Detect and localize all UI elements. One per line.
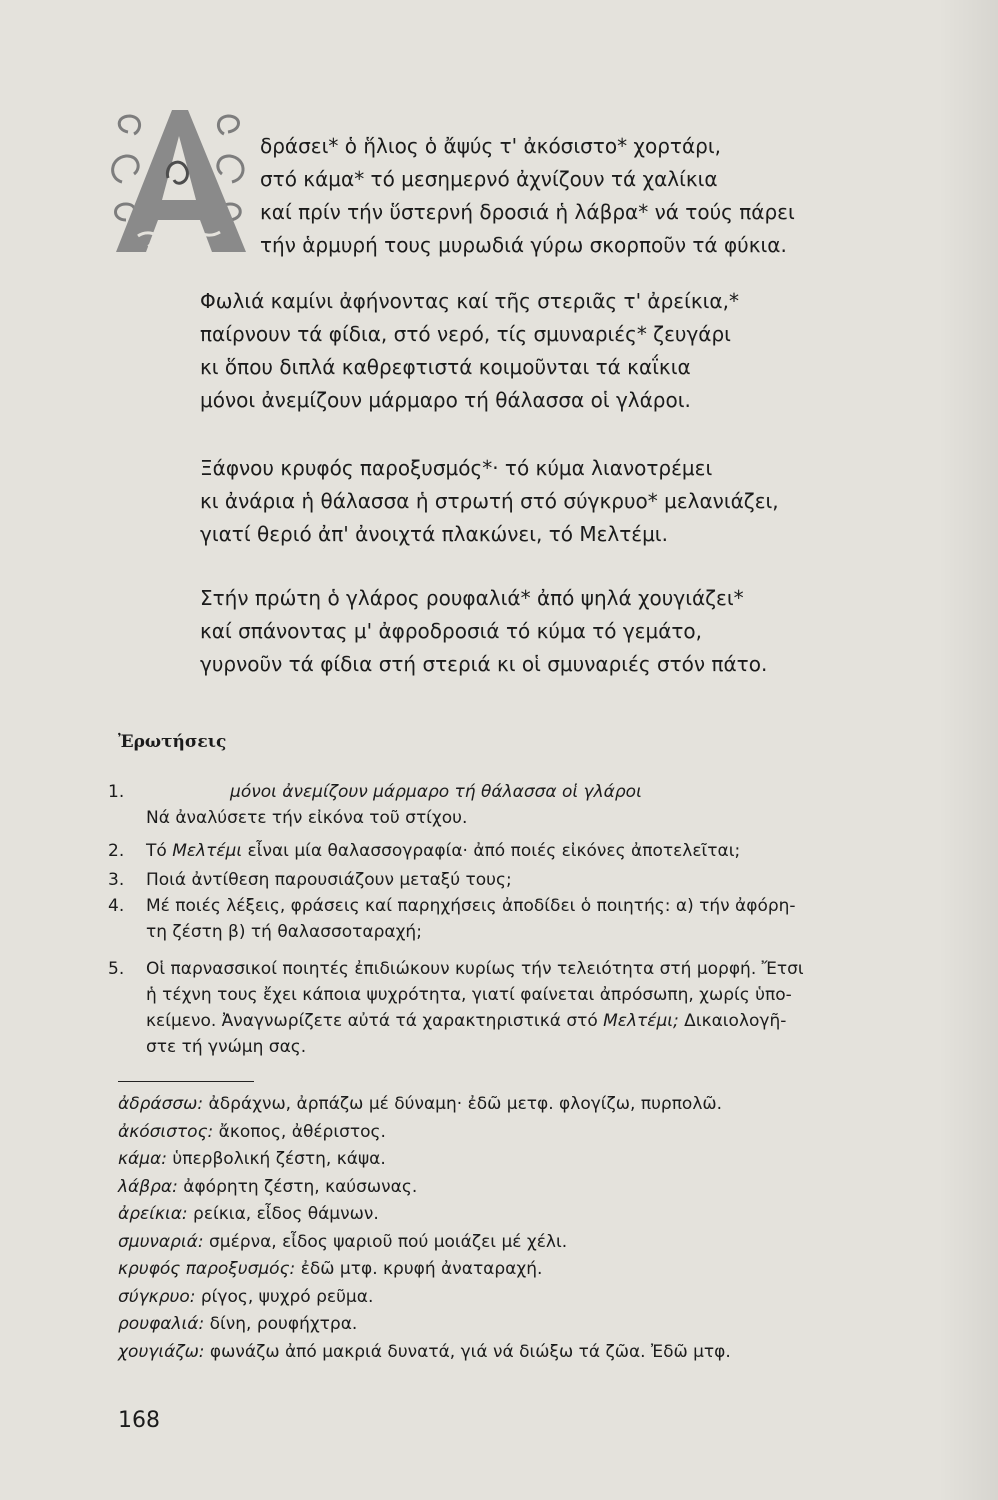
question-text: ἡ τέχνη τους ἔχει κάποια ψυχρότητα, γιατί φαίνεται ἀπρόσωπη, χωρίς ὑπο-: [146, 985, 792, 1005]
question-text: [146, 838, 958, 864]
poem-stanza-2: [200, 285, 739, 417]
poem-line: καί πρίν τήν ὕστερνή δροσιά ἡ λάβρα* νά τούς πάρει: [260, 200, 795, 224]
question-number: 2.: [108, 841, 125, 861]
question-text: Νά ἀναλύσετε τήν εἰκόνα τοῦ στίχου.: [146, 808, 468, 828]
question-4: [108, 893, 958, 945]
glossary-entry: [118, 1256, 731, 1284]
poem-line: παίρνουν τά φίδια, στό νερό, τίς σμυναριές* ζευγάρι: [200, 322, 731, 346]
glossary-term: λάβρα:: [118, 1176, 178, 1197]
glossary-term: σμυναριά:: [118, 1231, 204, 1252]
glossary-entry: [118, 1091, 731, 1119]
question-text: Οἱ παρνασσικοί ποιητές ἐπιδιώκουν κυρίως τήν τελειότητα στή μορφή. Ἔτσι: [146, 959, 804, 979]
glossary-definition: δίνη, ρουφήχτρα.: [204, 1314, 358, 1334]
poem-line: γιατί θεριό ἀπ' ἀνοιχτά πλακώνει, τό Μελτέμι.: [200, 522, 668, 546]
questions-heading: Ἐρωτήσεις: [118, 732, 227, 752]
glossary-term: ἀδράσσω:: [118, 1094, 204, 1114]
poem-title: Μελτέμι: [172, 841, 243, 861]
poem-line: μόνοι ἀνεμίζουν μάρμαρο τή θάλασσα οἱ γλάροι.: [200, 388, 691, 412]
glossary-entry: [118, 1146, 731, 1174]
glossary-definition: ἀφόρητη ζέστη, καύσωνας.: [177, 1176, 418, 1197]
glossary-entry: [118, 1311, 731, 1339]
question-number: 5.: [108, 959, 125, 979]
ornamental-drop-cap-alpha-icon: [108, 108, 250, 256]
poem-line: κι ὅπου διπλά καθρεφτιστά κοιμοῦνται τά καΐκια: [200, 355, 691, 379]
question-text-part: Δικαιολογῆ-: [678, 1011, 787, 1031]
glossary-term: ρουφαλιά:: [118, 1314, 205, 1334]
glossary-entry: [118, 1339, 731, 1367]
glossary-definition: φωνάζω ἀπό μακριά δυνατά, γιά νά διώξω τά ζῶα. Ἐδῶ μτφ.: [204, 1341, 731, 1362]
glossary-term: ἀρείκια:: [118, 1204, 188, 1224]
poem-line: τήν ἁρμυρή τους μυρωδιά γύρω σκορποῦν τά φύκια.: [260, 233, 787, 257]
poem-stanza-1: [260, 130, 795, 262]
glossary-definition: σμέρνα, εἶδος ψαριοῦ πού μοιάζει μέ χέλι.: [203, 1231, 568, 1252]
poem-line: κι ἀνάρια ἡ θάλασσα ἡ στρωτή στό σύγκρυο* μελανιάζει,: [200, 489, 779, 513]
glossary-entry: [118, 1229, 731, 1257]
poem-stanza-3: [200, 452, 779, 551]
footnote-divider: [118, 1081, 254, 1082]
glossary-definition: ἐδῶ μτφ. κρυφή ἀναταραχή.: [295, 1259, 543, 1279]
glossary-entry: [118, 1119, 731, 1147]
poem-line: Φωλιά καμίνι ἀφήνοντας καί τῆς στεριᾶς τ' ἀρείκια,*: [200, 289, 739, 313]
glossary-entry: [118, 1284, 731, 1312]
question-text: Μέ ποιές λέξεις, φράσεις καί παρηχήσεις ἀποδίδει ὁ ποιητής: α) τήν ἀφόρη-: [146, 896, 796, 916]
question-number: 4.: [108, 896, 125, 916]
glossary-term: σύγκρυο:: [118, 1286, 196, 1307]
question-text-part: Τό: [146, 841, 173, 861]
poem-line: στό κάμα* τό μεσημερνό ἀχνίζουν τά χαλίκια: [260, 167, 718, 191]
question-3: [108, 867, 958, 893]
glossary: [118, 1091, 731, 1366]
page-gutter-shadow: [938, 0, 998, 1500]
question-text-part: εἶναι μία θαλασσογραφία· ἀπό ποιές εἰκόνες ἀποτελεῖται;: [242, 841, 741, 861]
glossary-definition: ἀδράχνω, ἀρπάζω μέ δύναμη· ἐδῶ μετφ. φλογίζω, πυρπολῶ.: [203, 1094, 723, 1114]
question-text: Ποιά ἀντίθεση παρουσιάζουν μεταξύ τους;: [146, 870, 512, 890]
page-number: 168: [118, 1408, 160, 1433]
poem-line: Ξάφνου κρυφός παροξυσμός*· τό κύμα λιανοτρέμει: [200, 456, 713, 480]
poem-line: δράσει* ὁ ἥλιος ὁ ἄψύς τ' ἀκόσιστο* χορτάρι,: [260, 134, 721, 158]
glossary-term: κρυφός παροξυσμός:: [118, 1259, 296, 1279]
question-5: [108, 956, 958, 1060]
glossary-term: κάμα:: [118, 1149, 167, 1169]
poem-line: Στήν πρώτη ὁ γλάρος ρουφαλιά* ἀπό ψηλά χουγιάζει*: [200, 586, 744, 610]
glossary-definition: ὑπερβολική ζέστη, κάψα.: [166, 1149, 386, 1169]
question-text: [146, 1008, 958, 1034]
glossary-definition: ρείκια, εἶδος θάμνων.: [187, 1204, 379, 1224]
poem-stanza-4: [200, 582, 767, 681]
glossary-entry: [118, 1201, 731, 1229]
question-quote: μόνοι ἀνεμίζουν μάρμαρο τή θάλασσα οἱ γλάροι: [230, 782, 642, 802]
question-number: 1.: [108, 782, 125, 802]
question-2: [108, 838, 958, 864]
question-1: [108, 779, 958, 831]
glossary-definition: ρίγος, ψυχρό ρεῦμα.: [195, 1286, 374, 1307]
glossary-term: χουγιάζω:: [118, 1341, 205, 1362]
question-text: στε τή γνώμη σας.: [146, 1037, 307, 1057]
poem-title: Μελτέμι;: [603, 1011, 679, 1031]
question-text-part: κείμενο. Ἀναγνωρίζετε αὐτά τά χαρακτηριστικά στό: [146, 1011, 604, 1031]
poem-line: καί σπάνοντας μ' ἀφροδροσιά τό κύμα τό γεμάτο,: [200, 619, 703, 643]
glossary-definition: ἄκοπος, ἀθέριστος.: [213, 1121, 386, 1142]
glossary-term: ἀκόσιστος:: [118, 1121, 214, 1142]
question-text: τη ζέστη β) τή θαλασσοταραχή;: [146, 922, 422, 942]
glossary-entry: [118, 1174, 731, 1202]
poem-line: γυρνοῦν τά φίδια στή στεριά κι οἱ σμυναριές στόν πάτο.: [200, 652, 768, 676]
question-number: 3.: [108, 870, 125, 890]
